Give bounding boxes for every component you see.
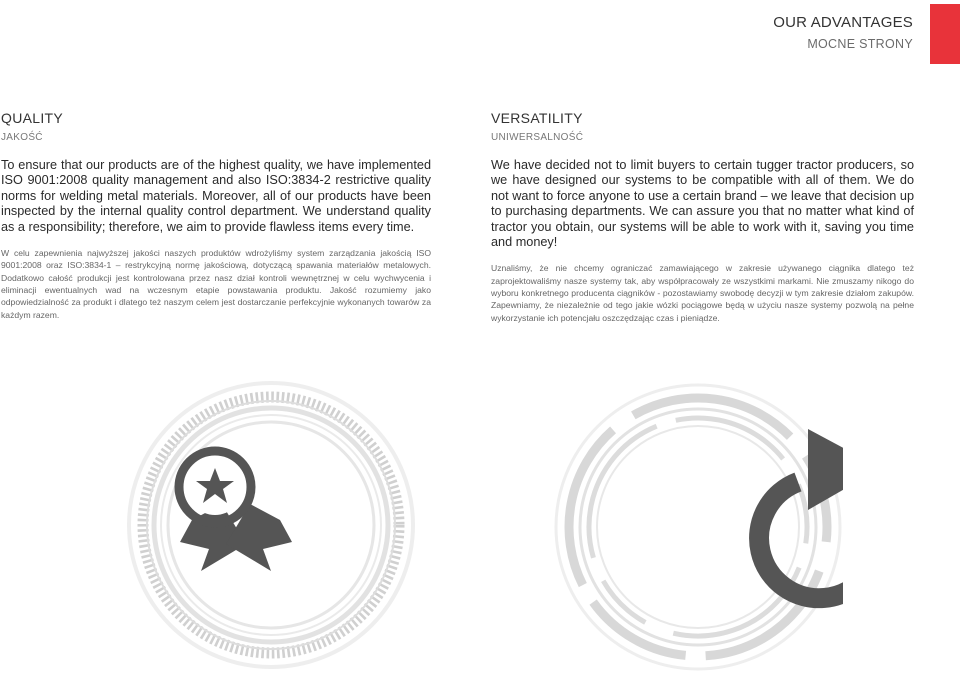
- versatility-section: [491, 110, 914, 324]
- versatility-badge: [553, 382, 843, 672]
- quality-section: [1, 110, 431, 321]
- page-title: OUR ADVANTAGES: [773, 14, 913, 31]
- accent-tab: [930, 4, 960, 64]
- quality-subtitle: JAKOŚĆ: [1, 132, 43, 143]
- versatility-text-pl: Uznaliśmy, że nie chcemy ograniczać zamawiającego w zakresie używanego ciągnika dlatego też zaprojektowaliśmy nasze systemy tak, aby współpracowały ze wszystkimi markami. Nie zmuszamy nikogo do wyboru konkretnego producenta ciągników - pozostawiamy swobodę decyzji w tym zakresie działom zakupów. Zapewniamy, że niezależnie od tego jakie wózki pociągowe będą w użyciu nasze systemy pozwolą na pełne wykorzystanie ich potencjału oszczędzając czas i pieniądze.: [491, 263, 914, 323]
- circular-arrow-icon: [553, 382, 843, 672]
- quality-title: QUALITY: [1, 110, 64, 126]
- versatility-text-en: We have decided not to limit buyers to certain tugger tractor producers, so we have designed our systems to be compatible with all of them. We do not want to force anyone to use a certain brand – we leave that decision up to purchasing departments. We can assure you that no matter what kind of tractor you obtain, our systems will be able to work with it, saving you time and money!: [491, 158, 914, 250]
- award-ribbon-star-icon: [126, 380, 416, 670]
- page-header: [773, 14, 913, 51]
- quality-text-en: To ensure that our products are of the highest quality, we have implemented ISO 9001:2008 quality management and also ISO:3834-2 restrictive quality norms for welding metal materials. Moreover, all of our products have been inspected by the internal quality control department. We understand quality as a responsibility; therefore, we aim to provide flawless items every time.: [1, 158, 431, 234]
- versatility-subtitle: UNIWERSALNOŚĆ: [491, 132, 584, 143]
- quality-badge: [126, 380, 416, 670]
- quality-text-pl: W celu zapewnienia najwyższej jakości naszych produktów wdrożyliśmy system zarządzania jakością ISO 9001:2008 oraz ISO:3834-1 – restrykcyjną normę jakościową, dotyczącą spawania materiałów metalowych. Dodatkowo całość produkcji jest kontrolowana przez nasz dział kontroli wewnętrznej w celu wychwycenia i eliminacji ewentualnych wad na wczesnym etapie powstawania produktu. Jakość rozumiemy jako odpowiedzialność za produkt i dlatego też naszym celem jest dostarczanie perfekcyjnie wykonanych towarów za każdym razem.: [1, 248, 431, 320]
- page-subtitle: MOCNE STRONY: [807, 37, 913, 51]
- versatility-title: VERSATILITY: [491, 110, 583, 126]
